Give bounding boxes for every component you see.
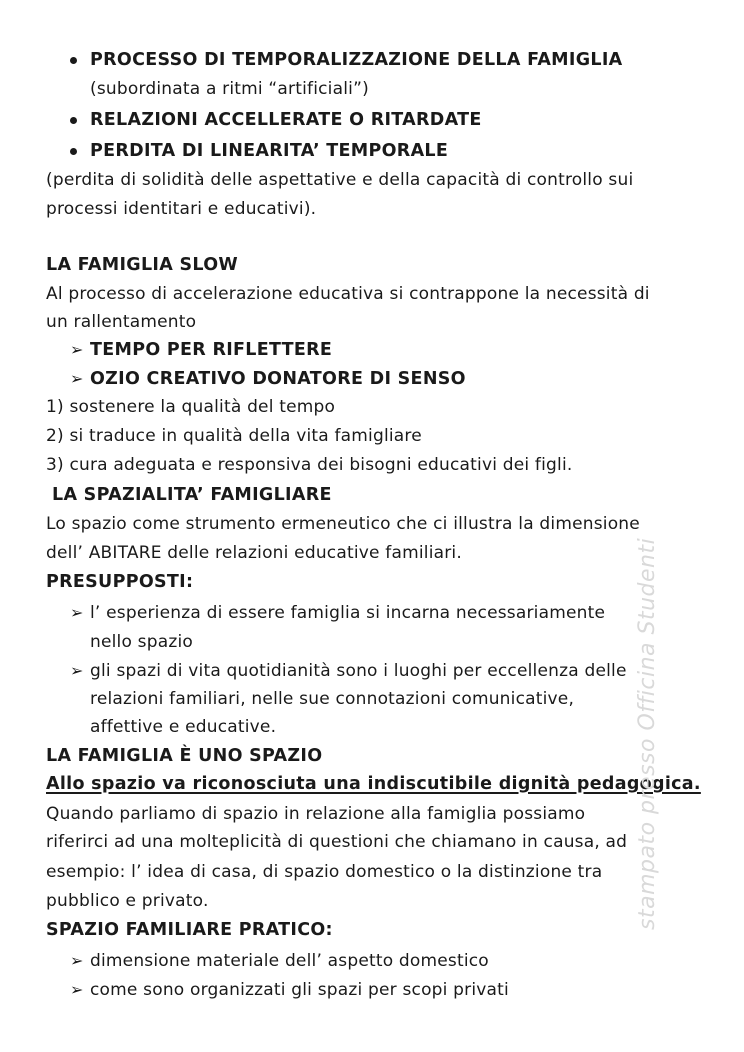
bullet-note: (subordinata a ritmi “artificiali”) — [90, 79, 369, 99]
numbered-item: 2) si traduce in qualità della vita famigliare — [46, 426, 422, 446]
bullet-title: PERDITA DI LINEARITA’ TEMPORALE — [90, 141, 449, 161]
arrow-item-line: come sono organizzati gli spazi per scopi privati — [90, 980, 509, 1000]
paragraph-line: pubblico e privato. — [46, 891, 209, 911]
bullet-dot — [70, 117, 77, 124]
paragraph-line: Al processo di accelerazione educativa si contrappone la necessità di — [46, 284, 650, 304]
numbered-item: 1) sostenere la qualità del tempo — [46, 397, 336, 417]
section-heading: LA SPAZIALITA’ FAMIGLIARE — [52, 485, 332, 505]
paragraph-line: Lo spazio come strumento ermeneutico che ci illustra la dimensione — [46, 514, 640, 534]
subsection-heading: PRESUPPOSTI: — [46, 572, 194, 592]
arrow-bullet-icon: ➢ — [70, 340, 84, 359]
bullet-title: RELAZIONI ACCELLERATE O RITARDATE — [90, 110, 482, 130]
paragraph-line: dell’ ABITARE delle relazioni educative familiari. — [46, 543, 462, 563]
arrow-item-line: affettive e educative. — [90, 717, 277, 737]
arrow-item-line: nello spazio — [90, 632, 193, 652]
arrow-bullet-icon: ➢ — [70, 661, 84, 680]
arrow-bullet-icon: ➢ — [70, 980, 84, 999]
subsection-heading: SPAZIO FAMILIARE PRATICO: — [46, 920, 333, 940]
bullet-dot — [70, 57, 77, 64]
section-heading: LA FAMIGLIA È UNO SPAZIO — [46, 746, 323, 766]
arrow-item-line: gli spazi di vita quotidianità sono i luoghi per eccellenza delle — [90, 661, 627, 681]
watermark: stampato presso Officina Studenti — [635, 537, 660, 930]
bullet-title: PROCESSO DI TEMPORALIZZAZIONE DELLA FAMIGLIA — [90, 50, 623, 70]
arrow-item-line: l’ esperienza di essere famiglia si incarna necessariamente — [90, 603, 606, 623]
arrow-item: OZIO CREATIVO DONATORE DI SENSO — [90, 369, 466, 389]
arrow-item-line: dimensione materiale dell’ aspetto domestico — [90, 951, 489, 971]
bullet-dot — [70, 148, 77, 155]
paragraph-line: processi identitari e educativi). — [46, 199, 317, 219]
section-heading: LA FAMIGLIA SLOW — [46, 255, 238, 275]
underlined-statement: Allo spazio va riconosciuta una indiscutibile dignità pedagogica. — [46, 774, 701, 794]
arrow-item: TEMPO PER RIFLETTERE — [90, 340, 333, 360]
paragraph-line: un rallentamento — [46, 312, 197, 332]
paragraph-line: esempio: l’ idea di casa, di spazio domestico o la distinzione tra — [46, 862, 603, 882]
arrow-bullet-icon: ➢ — [70, 369, 84, 388]
arrow-bullet-icon: ➢ — [70, 951, 84, 970]
paragraph-line: (perdita di solidità delle aspettative e della capacità di controllo sui — [46, 170, 634, 190]
paragraph-line: Quando parliamo di spazio in relazione alla famiglia possiamo — [46, 804, 586, 824]
arrow-item-line: relazioni familiari, nelle sue connotazioni comunicative, — [90, 689, 575, 709]
numbered-item: 3) cura adeguata e responsiva dei bisogni educativi dei figli. — [46, 455, 573, 475]
paragraph-line: riferirci ad una molteplicità di questioni che chiamano in causa, ad — [46, 832, 628, 852]
arrow-bullet-icon: ➢ — [70, 603, 84, 622]
